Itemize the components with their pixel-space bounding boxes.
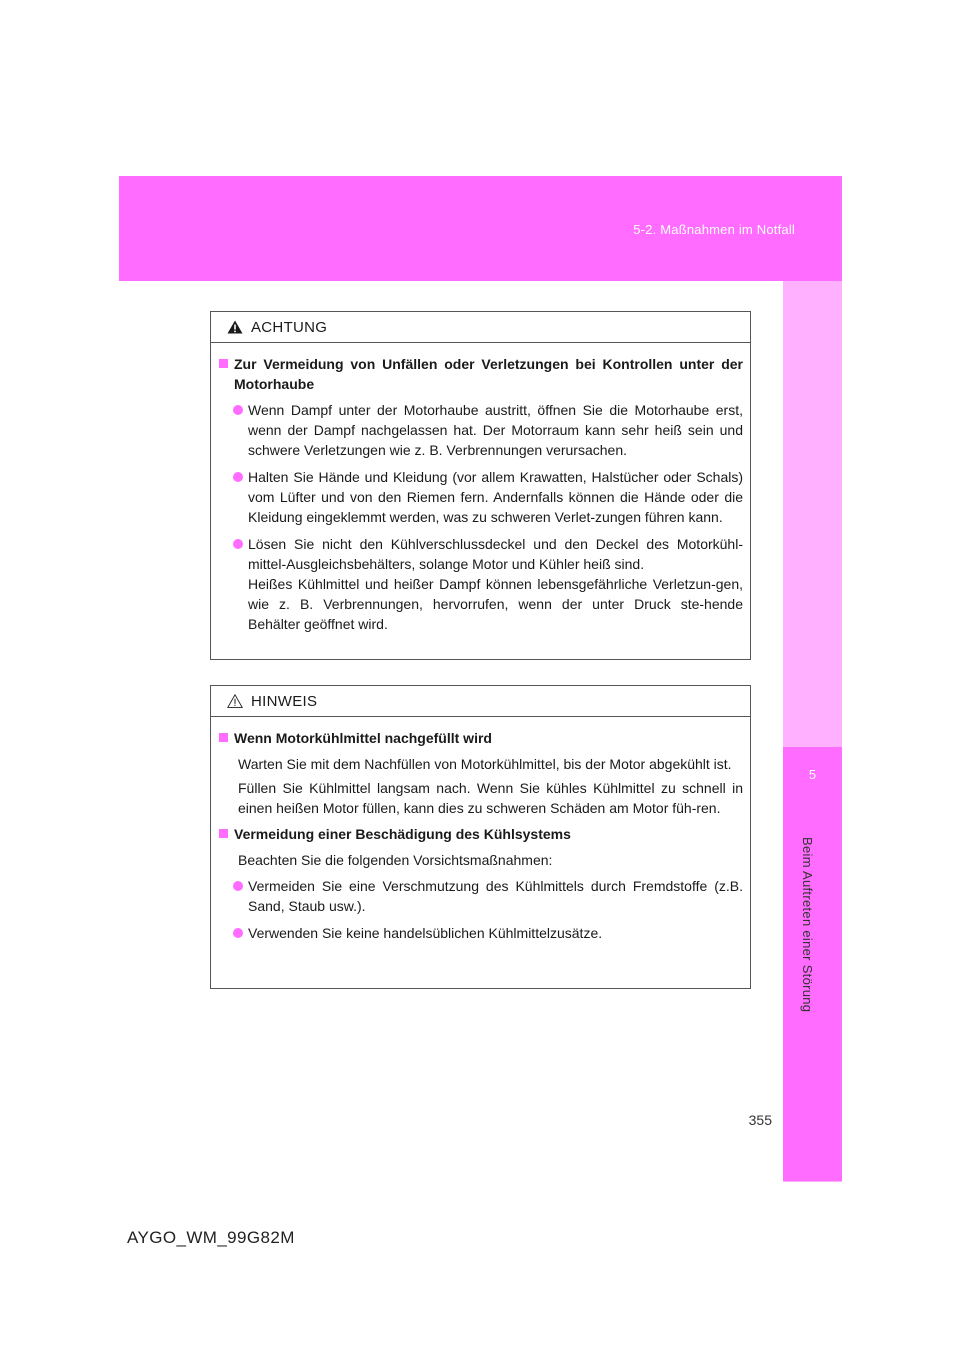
- notice-bullet: Verwenden Sie keine handelsüblichen Kühlmittelzusätze.: [233, 923, 743, 943]
- round-bullet-icon: [233, 472, 243, 482]
- round-bullet-icon: [233, 881, 243, 891]
- warning-bullet: Lösen Sie nicht den Kühlverschlussdeckel und den Deckel des Motorkühl-mittel-Ausgleichsbehälters, solange Motor und Kühler heiß sind. Heißes Kühlmittel und heißer Dampf können lebensgefährliche Verletzun-gen, wie z. B. Verbrennungen, hervorrufen, wenn der unter Druck ste-hende Behälter geöffnet wird.: [233, 534, 743, 634]
- chapter-number: 5: [808, 767, 817, 782]
- warning-title: ACHTUNG: [251, 318, 328, 336]
- document-code: AYGO_WM_99G82M: [127, 1228, 295, 1247]
- warning-box: [210, 311, 751, 660]
- notice-intro: Beachten Sie die folgenden Vorsichtsmaßnahmen:: [238, 852, 553, 868]
- round-bullet-icon: [233, 539, 243, 549]
- square-bullet-icon: [219, 359, 228, 368]
- notice-bullet: Vermeiden Sie eine Verschmutzung des Kühlmittels durch Fremdstoffe (z.B. Sand, Staub usw.).: [233, 876, 743, 916]
- side-tab: [783, 281, 842, 1182]
- warning-triangle-outline-icon: [227, 694, 243, 708]
- warning-bullet-continuation: Heißes Kühlmittel und heißer Dampf können lebensgefährliche Verletzun-gen, wie z. B. Verbrennungen, hervorrufen, wenn der unter Druck ste-hende Behälter geöffnet wird.: [248, 576, 743, 632]
- page-number: 355: [748, 1112, 772, 1128]
- round-bullet-icon: [233, 928, 243, 938]
- notice-paragraph: Warten Sie mit dem Nachfüllen von Motorkühlmittel, bis der Motor abgekühlt ist. Füllen Sie Kühlmittel langsam nach. Wenn Sie kühles Kühlmittel zu schnell in einen heißen Motor füllen, kann dies zu schweren Schäden am Motor füh-ren.: [238, 756, 743, 816]
- notice-title: HINWEIS: [251, 692, 318, 710]
- warning-bullet: Halten Sie Hände und Kleidung (vor allem Krawatten, Halstücher oder Schals) vom Lüfter und von den Riemen fern. Andernfalls können die Hände oder die Kleidung eingeklemmt werden, was zu schweren Verlet-zungen führen kann.: [233, 467, 743, 527]
- warning-bullet: Wenn Dampf unter der Motorhaube austritt, öffnen Sie die Motorhaube erst, wenn der Dampf nachgelassen hat. Der Motorraum kann sehr heiß sein und schwere Verletzungen wie z. B. Verbrennungen verursachen.: [233, 400, 743, 460]
- side-tab-active: [783, 747, 842, 1181]
- warning-heading: Zur Vermeidung von Unfällen oder Verletzungen bei Kontrollen unter der Motorhaube: [218, 354, 743, 394]
- header-band: [119, 176, 842, 281]
- round-bullet-icon: [233, 405, 243, 415]
- chapter-title: Beim Auftreten einer Störung: [800, 837, 815, 1013]
- square-bullet-icon: [219, 733, 228, 742]
- warning-triangle-filled-icon: [227, 320, 243, 334]
- notice-heading: Wenn Motorkühlmittel nachgefüllt wird: [218, 728, 743, 748]
- notice-title-bar: [211, 686, 750, 717]
- warning-body: [211, 343, 750, 634]
- square-bullet-icon: [219, 829, 228, 838]
- section-label: 5-2. Maßnahmen im Notfall: [633, 222, 795, 237]
- warning-title-bar: [211, 312, 750, 343]
- notice-heading: Vermeidung einer Beschädigung des Kühlsystems: [218, 824, 743, 844]
- notice-body: [211, 717, 750, 943]
- notice-box: [210, 685, 751, 989]
